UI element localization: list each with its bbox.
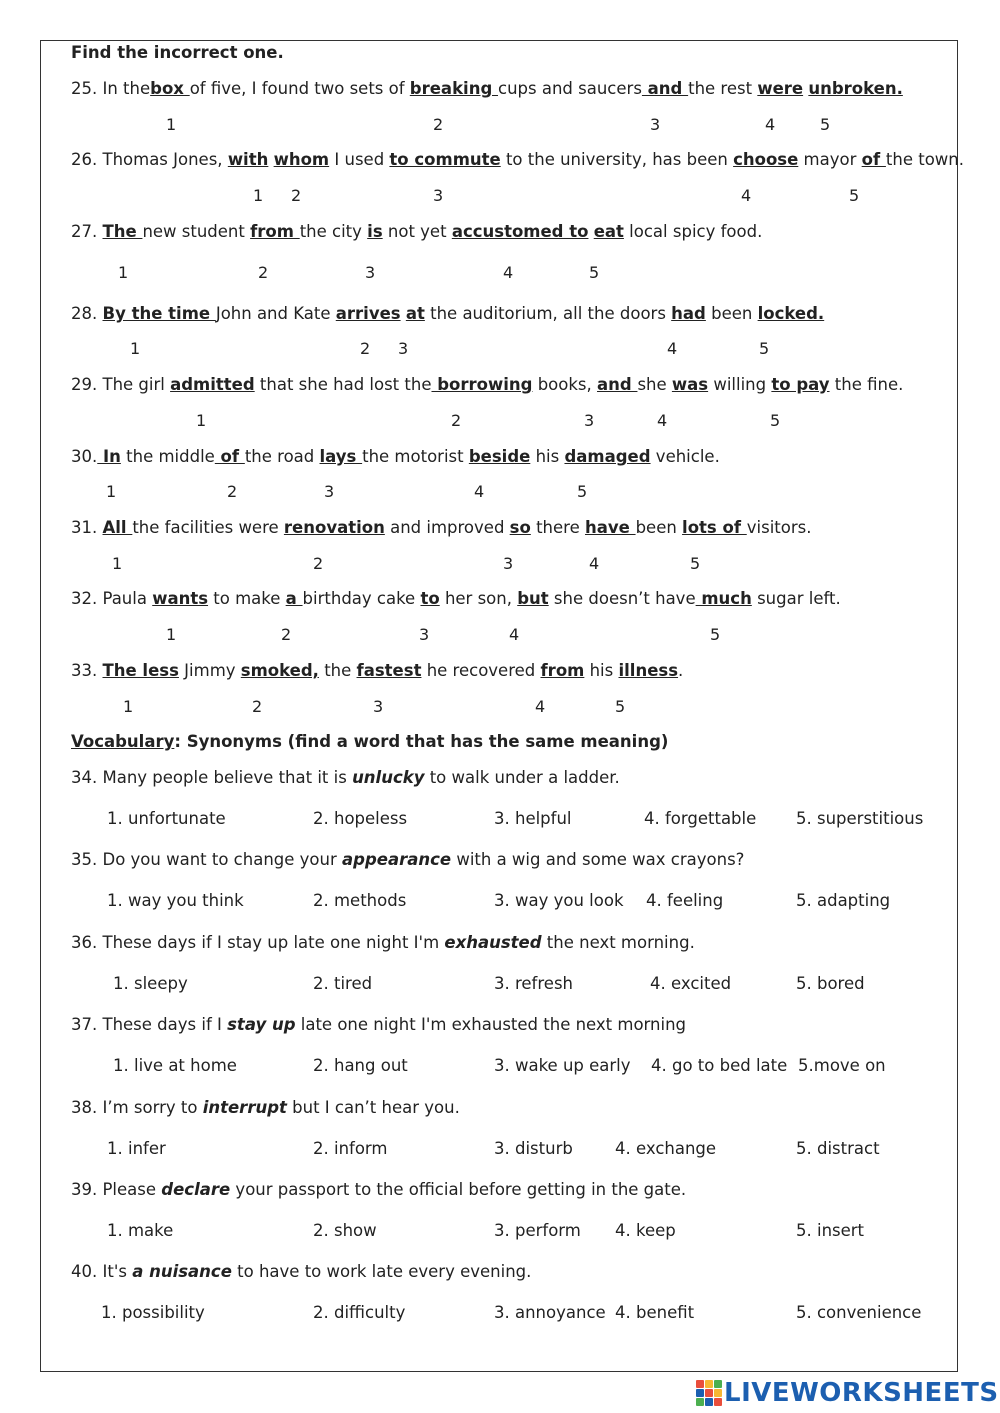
q38-option-5[interactable]: 5. distract [796, 1139, 880, 1158]
q29-num-2: 2 [451, 411, 462, 430]
question-29: 29. The girl admitted that she had lost the borrowing books, and she was willing to pay the fine. [71, 375, 904, 394]
liveworksheets-logo-icon [696, 1380, 722, 1406]
q31-num-1: 1 [112, 554, 123, 573]
question-33: 33. The less Jimmy smoked, the fastest he recovered from his illness. [71, 661, 684, 680]
q36-option-3[interactable]: 3. refresh [494, 974, 573, 993]
q26-num-5: 5 [849, 186, 860, 205]
q37-option-1[interactable]: 1. live at home [113, 1056, 237, 1075]
question-27: 27. The new student from the city is not yet accustomed to eat local spicy food. [71, 222, 763, 241]
q28-num-2: 2 [360, 339, 371, 358]
q33-num-3: 3 [373, 697, 384, 716]
q40-option-4[interactable]: 4. benefit [615, 1303, 695, 1322]
liveworksheets-logo-text: LIVEWORKSHEETS [724, 1378, 999, 1408]
section-heading-incorrect: Find the incorrect one. [71, 43, 284, 62]
question-40: 40. It's a nuisance to have to work late every evening. [71, 1262, 532, 1281]
q32-num-1: 1 [166, 625, 177, 644]
question-39: 39. Please declare your passport to the official before getting in the gate. [71, 1180, 687, 1199]
q30-num-4: 4 [474, 482, 485, 501]
q25-num-1: 1 [166, 115, 177, 134]
q35-option-1[interactable]: 1. way you think [107, 891, 244, 910]
q40-option-2[interactable]: 2. difficulty [313, 1303, 406, 1322]
q35-option-2[interactable]: 2. methods [313, 891, 407, 910]
q39-option-4[interactable]: 4. keep [615, 1221, 676, 1240]
q36-option-5[interactable]: 5. bored [796, 974, 865, 993]
q26-num-3: 3 [433, 186, 444, 205]
q37-option-2[interactable]: 2. hang out [313, 1056, 408, 1075]
q34-option-2[interactable]: 2. hopeless [313, 809, 408, 828]
q32-num-4: 4 [509, 625, 520, 644]
q33-num-5: 5 [615, 697, 626, 716]
q32-num-5: 5 [710, 625, 721, 644]
q25-num-2: 2 [433, 115, 444, 134]
q35-option-3[interactable]: 3. way you look [494, 891, 624, 910]
q37-option-5[interactable]: 5.move on [798, 1056, 886, 1075]
q26-num-1: 1 [253, 186, 264, 205]
q31-num-4: 4 [589, 554, 600, 573]
q28-num-3: 3 [398, 339, 409, 358]
q40-option-5[interactable]: 5. convenience [796, 1303, 922, 1322]
q34-option-4[interactable]: 4. forgettable [644, 809, 757, 828]
q29-num-5: 5 [770, 411, 781, 430]
q40-option-3[interactable]: 3. annoyance [494, 1303, 606, 1322]
section-heading-vocabulary: Vocabulary: Synonyms (find a word that has the same meaning) [71, 732, 669, 751]
question-32: 32. Paula wants to make a birthday cake to her son, but she doesn’t have much sugar left. [71, 589, 841, 608]
q27-num-4: 4 [503, 263, 514, 282]
q34-option-1[interactable]: 1. unfortunate [107, 809, 226, 828]
question-35: 35. Do you want to change your appearance with a wig and some wax crayons? [71, 850, 745, 869]
question-28: 28. By the time John and Kate arrives at the auditorium, all the doors had been locked. [71, 304, 825, 323]
q27-num-1: 1 [118, 263, 129, 282]
q26-num-4: 4 [741, 186, 752, 205]
question-37: 37. These days if I stay up late one night I'm exhausted the next morning [71, 1015, 687, 1034]
question-26: 26. Thomas Jones, with whom I used to commute to the university, has been choose mayor of the town. [71, 150, 964, 169]
q30-num-3: 3 [324, 482, 335, 501]
q27-num-2: 2 [258, 263, 269, 282]
q30-num-1: 1 [106, 482, 117, 501]
q25-num-4: 4 [765, 115, 776, 134]
q29-num-3: 3 [584, 411, 595, 430]
q36-option-1[interactable]: 1. sleepy [113, 974, 188, 993]
q37-option-3[interactable]: 3. wake up early [494, 1056, 631, 1075]
q38-option-4[interactable]: 4. exchange [615, 1139, 717, 1158]
q28-num-4: 4 [667, 339, 678, 358]
q30-num-5: 5 [577, 482, 588, 501]
question-38: 38. I’m sorry to interrupt but I can’t hear you. [71, 1098, 460, 1117]
q37-option-4[interactable]: 4. go to bed late [651, 1056, 788, 1075]
question-30: 30. In the middle of the road lays the motorist beside his damaged vehicle. [71, 447, 720, 466]
q39-option-1[interactable]: 1. make [107, 1221, 174, 1240]
q33-num-2: 2 [252, 697, 263, 716]
q31-num-5: 5 [690, 554, 701, 573]
question-34: 34. Many people believe that it is unlucky to walk under a ladder. [71, 768, 620, 787]
q32-num-2: 2 [281, 625, 292, 644]
q34-option-3[interactable]: 3. helpful [494, 809, 572, 828]
q31-num-3: 3 [503, 554, 514, 573]
q35-option-5[interactable]: 5. adapting [796, 891, 891, 910]
q28-num-5: 5 [759, 339, 770, 358]
question-36: 36. These days if I stay up late one night I'm exhausted the next morning. [71, 933, 695, 952]
q35-option-4[interactable]: 4. feeling [646, 891, 724, 910]
q25-num-3: 3 [650, 115, 661, 134]
q38-option-2[interactable]: 2. inform [313, 1139, 388, 1158]
q28-num-1: 1 [130, 339, 141, 358]
q30-num-2: 2 [227, 482, 238, 501]
q29-num-1: 1 [196, 411, 207, 430]
q32-num-3: 3 [419, 625, 430, 644]
q38-option-3[interactable]: 3. disturb [494, 1139, 573, 1158]
q39-option-5[interactable]: 5. insert [796, 1221, 865, 1240]
q33-num-1: 1 [123, 697, 134, 716]
q29-num-4: 4 [657, 411, 668, 430]
question-31: 31. All the facilities were renovation and improved so there have been lots of visitors. [71, 518, 812, 537]
question-25: 25. In thebox of five, I found two sets of breaking cups and saucers and the rest were unbroken. [71, 79, 903, 98]
q39-option-2[interactable]: 2. show [313, 1221, 377, 1240]
q33-num-4: 4 [535, 697, 546, 716]
q26-num-2: 2 [291, 186, 302, 205]
q27-num-3: 3 [365, 263, 376, 282]
q34-option-5[interactable]: 5. superstitious [796, 809, 924, 828]
q36-option-2[interactable]: 2. tired [313, 974, 373, 993]
q31-num-2: 2 [313, 554, 324, 573]
q25-num-5: 5 [820, 115, 831, 134]
q40-option-1[interactable]: 1. possibility [101, 1303, 205, 1322]
liveworksheets-logo [696, 1378, 999, 1408]
q39-option-3[interactable]: 3. perform [494, 1221, 581, 1240]
q36-option-4[interactable]: 4. excited [650, 974, 732, 993]
q38-option-1[interactable]: 1. infer [107, 1139, 166, 1158]
q27-num-5: 5 [589, 263, 600, 282]
